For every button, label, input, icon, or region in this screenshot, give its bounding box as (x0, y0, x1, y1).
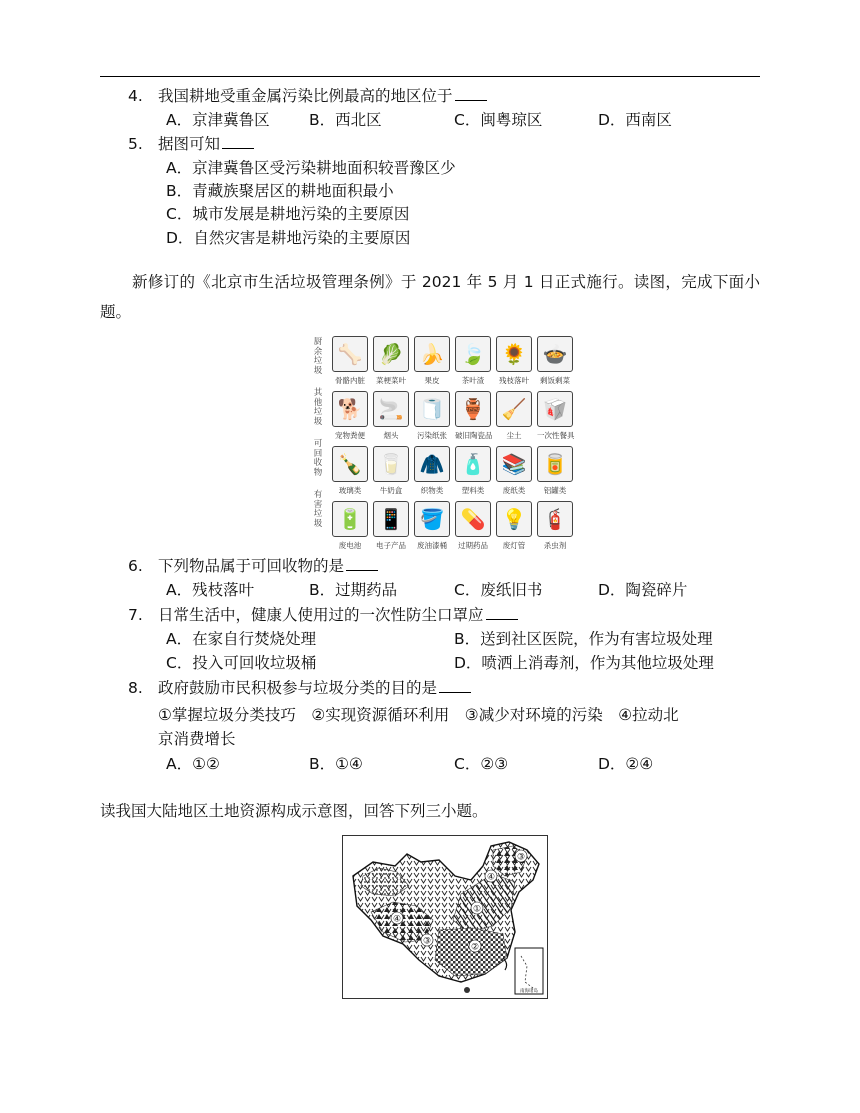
waste-item (537, 501, 573, 551)
paint-bucket-icon: 🪣 (414, 501, 450, 537)
waste-item (332, 391, 368, 441)
q4-option-c[interactable]: C．闽粤琼区 (454, 111, 543, 129)
waste-item-label: 骨骼内脏 (335, 376, 365, 385)
intro-paragraph-1: 新修订的《北京市生活垃圾管理条例》于 2021 年 5 月 1 日正式施行。读图，完成下面小题。 (100, 273, 760, 321)
waste-item-label: 杀虫剂 (543, 541, 567, 550)
waste-item (496, 446, 532, 496)
waste-item (373, 501, 409, 551)
waste-item-label: 过期药品 (458, 541, 488, 550)
plastic-bottle-icon: 🧴 (455, 446, 491, 482)
answer-blank[interactable] (222, 134, 254, 149)
answer-blank[interactable] (346, 556, 378, 571)
map-marker-4a: ④ (486, 872, 496, 883)
q6-option-b[interactable]: B．过期药品 (309, 581, 398, 599)
waste-row (332, 446, 573, 496)
waste-item (496, 501, 532, 551)
waste-item (537, 336, 573, 386)
waste-icon-grid (332, 336, 573, 556)
waste-item (455, 336, 491, 386)
waste-item-label: 菜梗菜叶 (376, 376, 406, 385)
tea-leaf-icon: 🍃 (455, 336, 491, 372)
waste-item (373, 336, 409, 386)
waste-item-label: 宠物粪便 (335, 431, 365, 440)
battery-icon: 🔋 (332, 501, 368, 537)
map-marker-4b: ④ (392, 914, 402, 925)
waste-item-label: 尘土 (506, 431, 522, 440)
q4-option-a[interactable]: A．京津冀鲁区 (166, 111, 270, 129)
waste-item-label: 剩饭剩菜 (540, 376, 570, 385)
waste-item (414, 336, 450, 386)
dog-icon: 🐕 (332, 391, 368, 427)
leftover-bowl-icon: 🍲 (537, 336, 573, 372)
map-graphic (343, 836, 547, 998)
answer-blank[interactable] (455, 86, 487, 101)
spray-icon: 🧯 (537, 501, 573, 537)
waste-item (537, 446, 573, 496)
waste-row (332, 391, 573, 441)
bone-icon: 🦴 (332, 336, 368, 372)
q4-stem: 我国耕地受重金属污染比例最高的地区位于 (158, 86, 487, 106)
q5-option-b[interactable]: B．青藏族聚居区的耕地面积最小 (166, 182, 394, 200)
waste-item-label: 玻璃类 (338, 486, 362, 495)
paper-stack-icon: 📚 (496, 446, 532, 482)
waste-item-label: 铝罐类 (543, 486, 567, 495)
q6-number: 6. (128, 557, 143, 575)
q5-number: 5. (128, 135, 143, 153)
q7-option-b[interactable]: B．送到社区医院，作为有害垃圾处理 (454, 630, 713, 648)
waste-item-label: 一次性餐具 (537, 431, 575, 440)
q7-option-d[interactable]: D．喷洒上消毒剂，作为其他垃圾处理 (454, 654, 714, 672)
map-marker-3a: ③ (516, 852, 526, 863)
waste-item (332, 501, 368, 551)
lamp-tube-icon: 💡 (496, 501, 532, 537)
waste-item-label: 废电池 (338, 541, 362, 550)
waste-item (414, 501, 450, 551)
row-label-recyclable: 可回收物 (313, 439, 323, 478)
waste-item-label: 废纸类 (502, 486, 526, 495)
q6-option-d[interactable]: D．陶瓷碎片 (598, 581, 688, 599)
q8-option-d[interactable]: D．②④ (598, 755, 654, 773)
waste-row (332, 336, 573, 386)
inset-label: 南海诸岛 (520, 989, 538, 994)
q5-option-c[interactable]: C．城市发展是耕地污染的主要原因 (166, 205, 410, 223)
milk-carton-icon: 🥛 (373, 446, 409, 482)
waste-item (332, 446, 368, 496)
q4-option-d[interactable]: D．西南区 (598, 111, 672, 129)
vegetable-icon: 🥬 (373, 336, 409, 372)
china-land-resource-map (342, 835, 548, 999)
q8-option-a[interactable]: A．①② (166, 755, 220, 773)
q8-statements-line1: ①掌握垃圾分类技巧 ②实现资源循环利用 ③减少对环境的污染 ④拉动北 (158, 706, 679, 724)
waste-item-label: 污染纸张 (417, 431, 447, 440)
q4-number: 4. (128, 87, 143, 105)
waste-item (414, 446, 450, 496)
waste-item (455, 391, 491, 441)
waste-item-label: 电子产品 (376, 541, 406, 550)
q8-statements-line2: 京消费增长 (158, 730, 236, 748)
tissue-roll-icon: 🧻 (414, 391, 450, 427)
q7-option-a[interactable]: A．在家自行焚烧处理 (166, 630, 317, 648)
q7-stem: 日常生活中，健康人使用过的一次性防尘口罩应 (158, 605, 518, 625)
map-marker-3b: ③ (422, 936, 432, 947)
waste-item (455, 501, 491, 551)
waste-item-label: 果皮 (424, 376, 440, 385)
clothing-icon: 🧥 (414, 446, 450, 482)
broom-icon: 🧹 (496, 391, 532, 427)
fruit-peel-icon: 🍌 (414, 336, 450, 372)
q7-option-c[interactable]: C．投入可回收垃圾桶 (166, 654, 317, 672)
q6-stem: 下列物品属于可回收物的是 (158, 556, 378, 576)
header-rule (100, 76, 760, 77)
row-label-other: 其他垃圾 (313, 388, 323, 427)
waste-item-label: 牛奶盒 (379, 486, 403, 495)
q8-stem: 政府鼓励市民积极参与垃圾分类的目的是 (158, 678, 471, 698)
q5-stem: 据图可知 (158, 134, 254, 154)
waste-item-label: 废灯管 (502, 541, 526, 550)
medicine-icon: 💊 (455, 501, 491, 537)
q8-option-c[interactable]: C．②③ (454, 755, 509, 773)
waste-item (332, 336, 368, 386)
waste-item-label: 废油漆桶 (417, 541, 447, 550)
q5-option-a[interactable]: A．京津冀鲁区受污染耕地面积较晋豫区少 (166, 159, 456, 177)
waste-item-label: 织物类 (420, 486, 444, 495)
map-marker-2: ② (470, 942, 480, 953)
q6-option-a[interactable]: A．残枝落叶 (166, 581, 255, 599)
cigarette-icon: 🚬 (373, 391, 409, 427)
flower-icon: 🌻 (496, 336, 532, 372)
q8-number: 8. (128, 679, 143, 697)
waste-item (455, 446, 491, 496)
answer-blank[interactable] (486, 605, 518, 620)
q6-option-c[interactable]: C．废纸旧书 (454, 581, 543, 599)
intro-paragraph-2: 读我国大陆地区土地资源构成示意图，回答下列三小题。 (100, 802, 488, 820)
waste-item (414, 391, 450, 441)
waste-item (496, 336, 532, 386)
waste-item-label: 残枝落叶 (499, 376, 529, 385)
q4-option-b[interactable]: B．西北区 (309, 111, 382, 129)
map-marker-1: ① (472, 904, 482, 915)
waste-item (373, 446, 409, 496)
glass-bottle-icon: 🍾 (332, 446, 368, 482)
waste-sorting-figure (308, 334, 584, 550)
waste-item-label: 破旧陶瓷品 (455, 431, 493, 440)
q8-option-b[interactable]: B．①④ (309, 755, 363, 773)
q7-number: 7. (128, 606, 143, 624)
waste-item-label: 茶叶渣 (461, 376, 485, 385)
waste-row (332, 501, 573, 551)
row-label-hazardous: 有害垃圾 (313, 490, 323, 529)
disposable-box-icon: 🥡 (537, 391, 573, 427)
can-icon: 🥫 (537, 446, 573, 482)
answer-blank[interactable] (439, 678, 471, 693)
broken-ceramic-icon: 🏺 (455, 391, 491, 427)
q5-option-d[interactable]: D．自然灾害是耕地污染的主要原因 (166, 229, 411, 247)
waste-item-label: 烟头 (383, 431, 399, 440)
waste-item (537, 391, 573, 441)
waste-item (496, 391, 532, 441)
row-label-kitchen: 厨余垃圾 (313, 337, 323, 376)
waste-item-label: 塑料类 (461, 486, 485, 495)
waste-item (373, 391, 409, 441)
phone-icon: 📱 (373, 501, 409, 537)
